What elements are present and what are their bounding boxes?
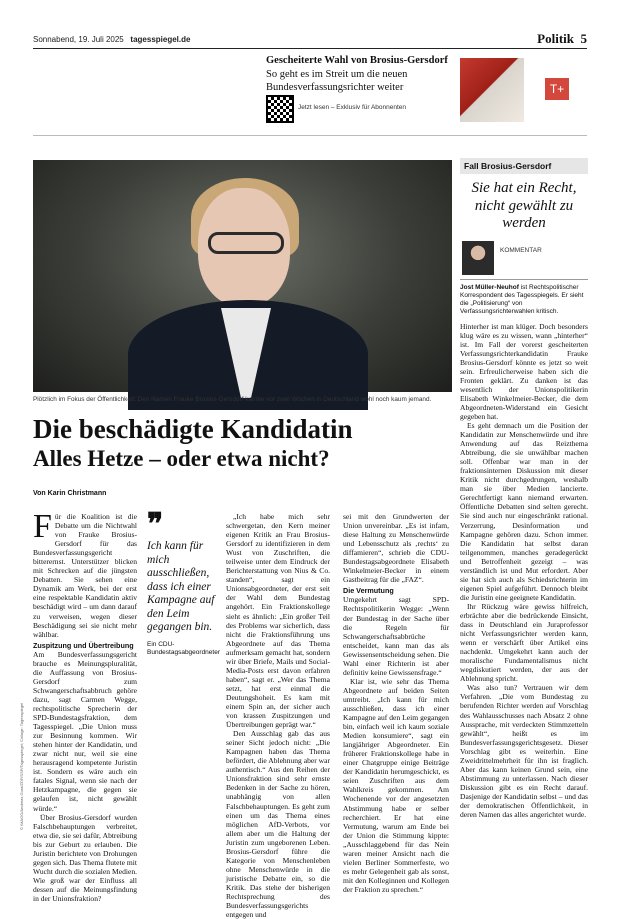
commentary-kicker: Fall Brosius-Gersdorf [460, 158, 588, 174]
quote-mark-icon: ❞ [147, 508, 164, 541]
commentary-title: Sie hat ein Recht, nicht gewählt zu werden [471, 180, 577, 231]
teaser-image [460, 58, 524, 122]
teaser[interactable] [266, 55, 456, 94]
teaser-title: So geht es im Streit um die neuen Bundesverfassungsrichter weiter [266, 69, 408, 93]
author-block [460, 241, 588, 277]
tplus-badge-icon: T+ [545, 78, 569, 100]
byline: Von Karin Christmann [33, 490, 107, 497]
author-bio [460, 284, 588, 316]
author-avatar [462, 241, 494, 275]
page-header-right [537, 31, 587, 47]
author-bio-text: ist Rechtspolitischer Korrespondent des Tagesspiegels. Er sieht die „Politisierung“ von Verfassungsrichterwahlen kritisch. [460, 283, 584, 315]
article-subhead: Alles Hetze – oder etwa nicht? [33, 446, 330, 471]
paragraph [33, 508, 137, 639]
paragraph: Hinterher ist man klüger. Doch besonders klug wäre es zu wissen, wann „hinterher“ ist. Im Fall der vorerst gescheiterten Verfassungsrichterkandidatin Frauke Brosius-Gersdorf könnte es jetzt so weit sein. Erfreulicherweise haben sich die Fronten geklärt. Zu danken ist das wesentlich der Unionspolitikerin Elisabeth Winkelmeier-Becker, die dem Abgeordneten-Widerstand ein Gesicht gegeben hat. [460, 321, 588, 421]
page-number: 5 [580, 31, 587, 46]
sidebar-rule [460, 279, 588, 280]
section-name: Politik [537, 31, 574, 46]
photo-caption: Plötzlich im Fokus der Öffentlichkeit: Den Namen Frauke Brosius-Gersdorf kannte vor zwei Wochen in Deutschland wohl noch kaum jemand. [33, 396, 432, 403]
article-column-3 [226, 512, 330, 919]
quote-attribution: Ein CDU-Bundestagsabgeordneter [147, 640, 221, 656]
paragraph: Umgekehrt sagt SPD-Rechtspolitikerin Wegge: „Wenn der Bundestag in der Sache über die Regeln für Schwangerschaftsabbrüche entscheidet, kann man das als Gewissensentscheidung sehen. Die Wahl einer Richterin ist aber definitiv keine Gewissensfrage.“ [343, 595, 449, 677]
paragraph: Den Ausschlag gab das aus seiner Sicht jedoch nicht: „Die Kampagnen haben das Thema befördert, die Ablehnung aber war authentisch.“ Aus den Reihen der Unionsfraktion sind sehr ernste Bedenken in der Sache zu hören, unabhängig von allen Falschbehauptungen. Es geht zum einen um das Thema eines möglichen AfD-Verbots, vor allem aber um die Haltung der Juristin zum ungeborenen Leben. Brosius-Gersdorf führe die Kategorie von Menschenleben ohne Menschenwürde in die juristische Debatte ein, so die Kritik. Das stehe der bisherigen Rechtsprechung des Bundesverfassungsgerichts entgegen und [226, 729, 330, 919]
paragraph: Was also tun? Vertrauen wir dem Verfahren. „Die vom Bundestag zu berufenden Richter werden auf Vorschlag des Wahlausschusses nach Absatz 2 ohne Aussprache, mit verdeckten Stimmzetteln gewählt“, heißt es im Bundesverfassungsgerichtsgesetz. Dieser Vorschlag gibt es weiterhin. Eine Zweidrittelmehrheit für ihn ist fraglich. Aber das kann keinen Grund sein, eine Abstimmung zu unterlassen. Nach dieser Diskussion gibt es ein Recht darauf. Dasjenige der Kandidatin selbst – und das der demokratischen Öffentlichkeit, in deren Namen das alles angerichtet wurde. [460, 683, 588, 820]
pull-quote [147, 508, 221, 657]
paragraph: Am Bundesverfassungsgericht brauche es Meinungspluralität, die Auffassung von Brosius-Gersdorf zum Schwangerschaftsabbruch gehöre dazu, sagt Carmen Wegge, rechtspolitische Sprecherin der SPD-Bundestagsfraktion, dem Tagesspiegel. „Die Union muss zur Besinnung kommen. Wir stehen hinter der Kandidatin, und zwar nicht nur, weil sie eine herausragend kompetente Juristin ist. Sondern es wäre auch ein fatales Signal, wenn sie nach der Hetzkampagne, die gegen sie gelaufen ist, nicht gewählt würde.“ [33, 649, 137, 813]
header-rule [33, 48, 587, 49]
lead-photo [33, 160, 452, 392]
paragraph-text: ür die Koalition ist die Debatte um die Nichtwahl von Frauke Brosius-Gersdorf für das Bundesverfassungsgericht bitterernst. Unterstützer blicken mit Schrecken auf die jüngsten Debatten. Sie sehen eine Dynamik am Werk, bei der erst eine respektable Kandidatin aktiv beschädigt wird – um dann darauf zu verweisen, wegen dieser Beschädigung sei sie nicht mehr wählbar. [33, 512, 137, 639]
paragraph: Über Brosius-Gersdorf wurden Falschbehauptungen verbreitet, etwa die, sie sei dafür, Abtreibung bis zur Geburt zu erlauben. Die Juristin berichtete von Drohungen gegen sich. Das Thema flutete mit Wucht durch die sozialen Medien. Wie groß war der Einfluss all dessen auf die Meinungsfindung in der Unionsfraktion? [33, 812, 137, 903]
paragraph: Ihr Rückzug wäre gewiss hilfreich, erbrächte aber die bedrückende Einsicht, dass in Deutschland ein Juraprofessor nicht Verfassungsrichter werden kann, wenn er verschärft über Artikel eins nachdenkt. Umgekehrt kann auch der moralische Fundamentalismus nicht wegdiskutiert werden, der aus der Ablehnung spricht. [460, 601, 588, 684]
photo-credit: © IMAGO/Andreas Gora/ZDF/SSP/Tagesspiegel; Collage: Tagesspiegel [19, 702, 24, 830]
commentary-sidebar [460, 158, 588, 819]
paragraph: Es geht demnach um die Position der Kandidatin zur Menschenwürde und ihre Anwendung auf das Reizthema Abtreibung, die sie unwählbar machen soll. Offenbar war man in der fraktionsinternen Diskussion mit dieser Kritik nicht durchgedrungen, weshalb man sie über Medien lancierte. Gerechtfertigt kann niemand erwarten. Öffentliche Debatten sind selten gerecht. Sie sind auch nur eingeschränkt rational. Verzerrung, Desinformation und Kampagne gehören dazu. Schon immer. Die Kandidatin hat selbst daran teilgenommen, manches geradegerückt und Betroffenheit gezeigt – was verständlich ist und Mut erfordert. Aber sie hat sich auch als Schiedsrichterin im eigenen Spiel aufgeführt. Dennoch bleibt die Juristin eine geeignete Kandidatin. [460, 421, 588, 602]
teaser-kicker: Gescheiterte Wahl von Brosius-Gersdorf [266, 55, 448, 66]
photo-glasses [208, 232, 284, 254]
quote-text: Ich kann für mich ausschließen, dass ich einer Kampagne auf den Leim gegangen bin. [147, 540, 215, 633]
page-header-left [33, 35, 190, 44]
drop-cap: F [33, 508, 52, 545]
paragraph: Klar ist, wie sehr das Thema Abgeordnete auf beiden Seiten umtreibt. „Ich kann für mich ausschließen, dass ich einer Kampagne auf den Leim gegangen bin, einfach weil ich kaum soziale Medien konsumiere“, sagt ein langjähriger Abgeordneter. Ein früherer Fraktionskollege habe in einer Chatgruppe einige Beiträge der Kandidatin herumgeschickt, es seien Zuschriften aus dem Wahlkreis gekommen. Am Wochenende vor der angesetzten Abstimmung habe er selber recherchiert. Er hat eine Vermutung, warum am Ende bei der Union die Stimmung kippte: „Ausschlaggebend für das Nein waren meiner Ansicht nach die vielen Berliner Sommerfeste, wo es mehr Gelegenheit gab als sonst, mit den Kolleginnen und Kollegen der Fraktion zu sprechen.“ [343, 676, 449, 894]
paragraph: „Ich habe mich sehr schwergetan, den Kern meiner eigenen Kritik an Frau Brosius-Gersdorf zu identifizieren in dem Wust von Zuschriften, die teilweise unter dem Eindruck der Berichterstattung von Nius & Co. standen“, sagt ein Unionsabgeordneter, der erst seit der Wahl dem Bundestag angehört. Ein Fraktionskollege sieht es ähnlich: „Ein großer Teil des Problems war sicherlich, dass nicht die Fraktionsführung uns Abgeordnete auf das Thema aufmerksam gemacht hat, sondern wir über Briefe, Mails und Social-Media-Posts erst davon erfahren haben“, sagt er. „Wer das Thema setzt, hat erst einmal die Deutungshoheit. Es kam mit einem Spin an, der sicher auch von krassen Zuspitzungen und Übertreibungen geprägt war.“ [226, 512, 330, 730]
issue-date: Sonnabend, 19. Juli 2025 [33, 35, 124, 44]
subheading: Zuspitzung und Übertreibung [33, 640, 134, 650]
teaser-rule [33, 135, 587, 136]
article-column-1 [33, 508, 137, 903]
article-headline: Die beschädigte Kandidatin [33, 414, 353, 444]
qr-code[interactable] [266, 95, 294, 123]
teaser-cta[interactable]: Jetzt lesen – Exklusiv für Abonnenten [298, 104, 407, 111]
commentary-body [460, 322, 588, 820]
subheading: Die Vermutung [343, 586, 394, 596]
article-column-4 [343, 512, 449, 894]
site-name[interactable]: tagesspiegel.de [130, 35, 191, 44]
author-name: Jost Müller-Neuhof [460, 283, 519, 291]
commentary-label: KOMMENTAR [500, 246, 542, 254]
paragraph: sei mit den Grundwerten der Union unvereinbar. „Es ist infam, diese Haltung zu Menschenwürde und Lebensschutz als ‚rechts‘ zu diffamieren“, schrieb die CDU-Bundestagsabgeordnete Elisabeth Winkelmeier-Becker in einem Gastbeitrag für die „FAZ“. [343, 512, 449, 585]
